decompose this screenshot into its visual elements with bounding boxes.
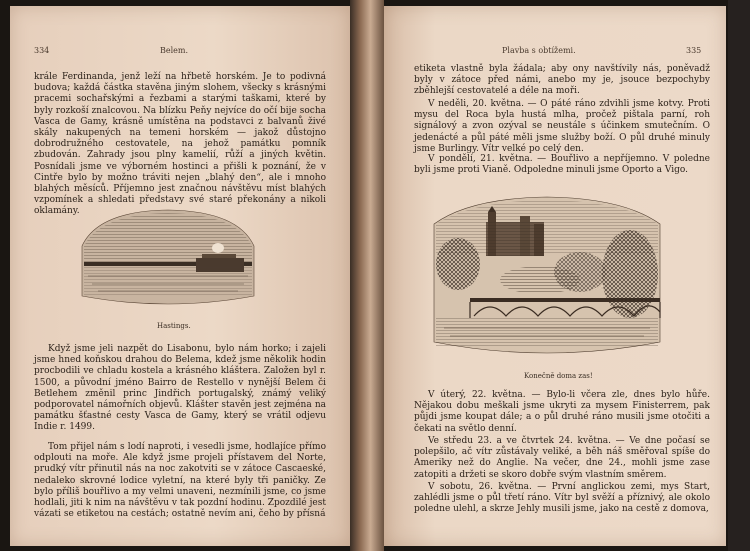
right-paragraph-1: etiketa vlastně byla žádala; aby ony navštívily nás, poněvadž byly v zátoce před námi, anebo my je, jsouce bezpochyby zběhlejší cestovatelé a déle na moři. [414, 64, 710, 97]
left-page-number: 334 [34, 46, 50, 55]
left-running-head: Belem. [160, 46, 189, 55]
book-gutter [350, 0, 384, 551]
right-paragraph-4: V úterý, 22. května. — Bylo-li včera zle, dnes bylo hůře. Nějakou dobu meškali jsme ukryti za mysem Finisterrem, pak půjdi jsme koupat dále; a o půl druhé ráno musili jsme otočiti a čekati na světlo denní. [414, 390, 710, 434]
right-running-head: Plavba s obtížemi. [502, 46, 576, 55]
right-paragraph-2: V neděli, 20. května. — O páté ráno zdvihli jsme kotvy. Proti mysu del Roca byla hustá mlha, pročež pištala parní, roh signálový a zvon ozýval se neustále s účinkem smutečním. O jedenácté a půl páté měli jsme služby boží. O půl druhé minuly jsme Burlingy. Vítr velké po celý den. [414, 99, 710, 154]
right-page [384, 6, 726, 546]
book-spine [728, 0, 750, 551]
left-paragraph-1: krále Ferdinanda, jenž leží na hřbetě horském. Je to podivná budova; každá částka stavěna jiným slohem, všecky s krásnými pracemi sochařskými a řezbami a starými taškami, které by byly rozkoší znalcovou. Na blízku Peňy nejvíce do očí bije socha Vasca de Gamy, krásně umístěna na podstavci z balvanů živé skály nakupených na temeni horském — jakož důstojno dobrodružného cestovatele, na jehož památku pomník zbudován. Zahrady jsou plny kamelií, růží a jiných květin. Posnídali jsme ve výborném hostinci a přišli k poznání, že v Cintře bylo by možno tráviti nejen „blahý den“, ale i mnoho blahých měsíců. Příjemno jest značnou návštěvu míst blahých vzpomínek a shledati představy své staré překonány a nikoli oklamány. [34, 72, 326, 217]
right-paragraph-5: Ve středu 23. a ve čtvrtek 24. května. — Ve dne počasí se polepšilo, ač vítr zůstávaly veliké, a běh náš směřoval spíše do Ameriky než do Anglie. Na večer, dne 24., mohli jsme zase zatopiti a držeti se skoro dobře svým vlastním směrem. [414, 436, 710, 480]
castle-engraving [430, 194, 664, 366]
castle-caption: Konečně doma zas! [524, 372, 593, 380]
hastings-caption: Hastings. [157, 322, 191, 330]
right-paragraph-6: V sobotu, 26. května. — První anglickou zemi, mys Start, zahlédli jsme o půl třetí ráno. Vítr byl svěží a příznivý, ale okolo poledne ulehl, a skrze Jehly musili jsme, jako na cestě z domova, [414, 482, 710, 515]
right-paragraph-3: V pondělí, 21. května. — Bouřlivo a nepříjemno. V poledne byli jsme proti Vianě. Odpoledne minuli jsme Oporto a Vigo. [414, 154, 710, 176]
left-page [10, 6, 350, 546]
left-paragraph-2: Když jsme jeli nazpět do Lisabonu, bylo nám horko; i zajeli jsme hned koňskou drahou do Belema, kdež jsme několik hodin procbodili ve chladu kostela a krásného kláštera. Založen byl r. 1500, a původní jméno Bairro de Restello v nynější Belem či Betlehem změnil princ Jindřich portugalský, známý veliký podporovatel námořních objevů. Klášter stavěn jest zejména na památku šťastné cesty Vasca de Gamy, který se vrátil odjevu Indie r. 1499. [34, 344, 326, 433]
right-page-number: 335 [686, 46, 702, 55]
left-paragraph-3: Tom přijel nám s lodí naproti, i vesedli jsme, hodlajíce přímo odplouti na moře. Ale když jsme projeli přístavem del Norte, prudký vítr přinutil nás na noc zakotviti se v zátoce Cascaeské, nedaleko skrovné lodice vyletní, na které byly tři paničky. Ze bylo příliš bouřlivo a my velmi unaveni, nezmínili jsme, co jsme hodlali, jiti k nim na návštěvu v tak pozdní hodinu. Zpozdilé jest vázati se etiketou na cestách; ostatně nevím ani, čeho by přísná [34, 442, 326, 520]
hastings-engraving [78, 206, 258, 316]
